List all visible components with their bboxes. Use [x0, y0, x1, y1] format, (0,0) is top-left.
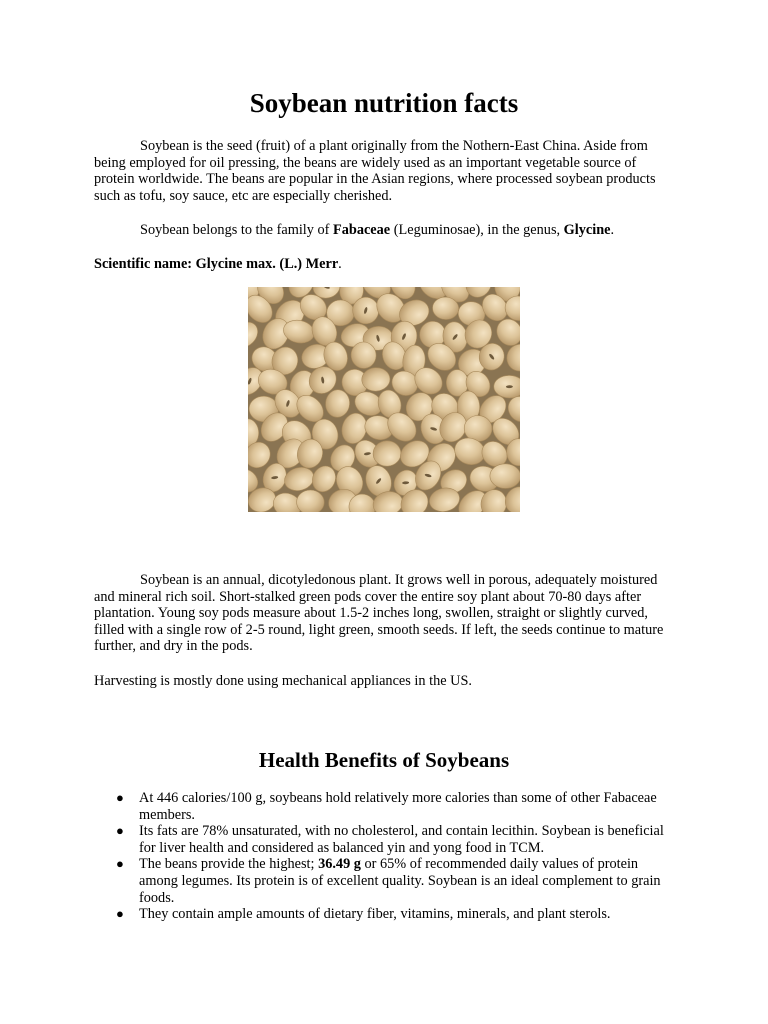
protein-amount: 36.49 g: [318, 856, 361, 873]
intro-paragraph-2: [94, 222, 674, 239]
list-item: [94, 906, 674, 923]
scientific-name-end: .: [338, 256, 342, 272]
harvesting-paragraph: Harvesting is mostly done using mechanical appliances in the US.: [94, 673, 472, 689]
intro-paragraph-1: Soybean is the seed (fruit) of a plant originally from the Nothern-East China. Aside from being employed for oil pressing, the beans are widely used as an important vegetable source of protein worldwide. The beans are popular in the Asian regions, where processed soybean products such as tofu, soy sauce, etc are especially cherished.: [94, 138, 656, 204]
family-text-before: Soybean belongs to the family of: [140, 222, 333, 238]
list-item: [94, 856, 674, 906]
bullet-icon: ●: [116, 856, 124, 872]
genus-name: Glycine: [563, 222, 611, 238]
list-item-text-after: or 65% of recommended daily values of protein among legumes. Its protein is of excellent quality. Soybean is an ideal complement to grain foods.: [139, 856, 661, 906]
bullet-icon: ●: [116, 790, 124, 805]
list-item: [94, 790, 674, 823]
health-benefits-heading: Health Benefits of Soybeans: [258, 748, 510, 772]
soybeans-image: [248, 287, 520, 512]
family-text-end: .: [610, 222, 615, 238]
bullet-icon: ●: [116, 906, 124, 922]
scientific-name: [94, 256, 674, 273]
list-item: [94, 823, 674, 856]
bean-shape: [490, 464, 520, 489]
list-item-text: Its fats are 78% unsaturated, with no cholesterol, and contain lecithin. Soybean is beneficial for liver health and considered as balanced yin and yong food in TCM.: [139, 823, 664, 856]
page-title: Soybean nutrition facts: [249, 88, 519, 118]
list-item-text: They contain ample amounts of dietary fiber, vitamins, minerals, and plant sterols.: [139, 906, 611, 923]
list-item-text: At 446 calories/100 g, soybeans hold relatively more calories than some of other Fabaceae members.: [139, 790, 657, 823]
health-benefits-list: [94, 790, 674, 923]
family-text-middle: (Leguminosae), in the genus,: [390, 222, 564, 238]
family-name: Fabaceae: [332, 222, 391, 238]
list-item-text-before: The beans provide the highest;: [139, 856, 319, 873]
bullet-icon: ●: [116, 823, 124, 839]
plant-description-paragraph: Soybean is an annual, dicotyledonous plant. It grows well in porous, adequately moistured and mineral rich soil. Short-stalked green pods cover the entire soy plant about 70-80 days after plantation. Young soy pods measure about 1.5-2 inches long, swollen, straight or slightly curved, filled with a single row of 2-5 round, light green, smooth seeds. If left, the seeds continue to mature further, and dry in the pods.: [94, 572, 664, 655]
soybeans-photo: [248, 287, 520, 512]
scientific-name-label: Scientific name: Glycine max. (L.) Merr: [94, 256, 339, 272]
